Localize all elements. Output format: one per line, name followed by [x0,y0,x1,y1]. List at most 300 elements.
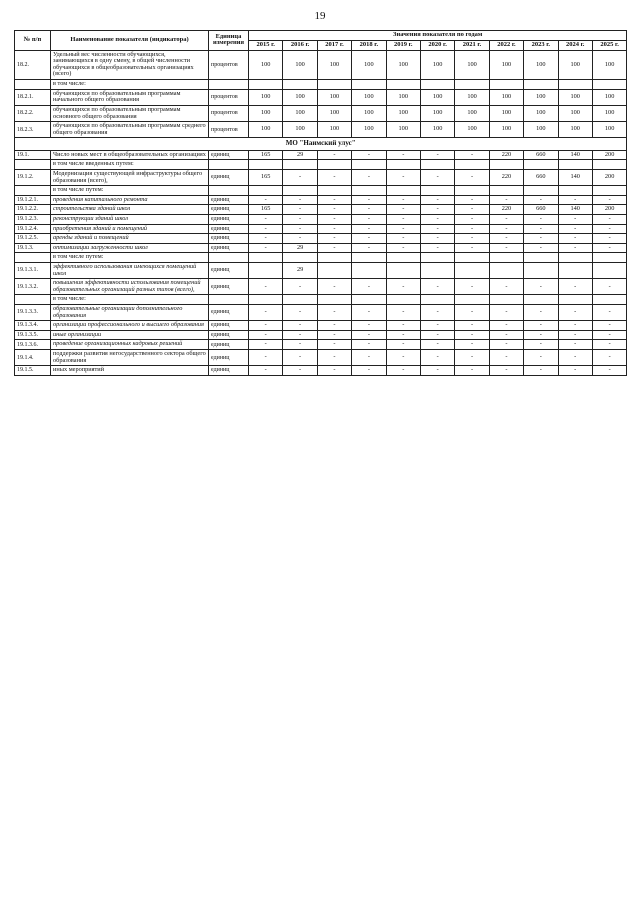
year-value: - [592,366,626,376]
year-value: 660 [524,150,558,160]
unit-of-measure: единиц [209,366,249,376]
year-value [592,186,626,196]
year-value: 660 [524,205,558,215]
year-value: - [317,340,351,350]
year-value: - [386,330,420,340]
row-number: 18.2.1. [15,89,51,105]
year-value: - [455,340,489,350]
table-row [15,214,627,224]
unit-of-measure: процентов [209,122,249,138]
unit-of-measure: единиц [209,305,249,321]
year-value: - [455,234,489,244]
year-value: - [386,279,420,295]
indicator-name: Число новых мест в общеобразовательных организациях [51,150,209,160]
year-value [420,186,454,196]
year-value [352,295,386,305]
indicator-name: иных мероприятий [51,366,209,376]
year-value: 100 [317,50,351,79]
year-value: - [524,234,558,244]
table-row [15,279,627,295]
indicator-name: в том числе путем: [51,186,209,196]
year-value: - [524,224,558,234]
year-value: - [352,234,386,244]
year-value [386,80,420,90]
year-value: - [420,330,454,340]
table-row [15,366,627,376]
year-value: - [592,224,626,234]
year-value: - [317,321,351,331]
year-value: - [455,305,489,321]
year-value [592,80,626,90]
year-value: 29 [283,150,317,160]
year-value: 140 [558,205,592,215]
year-header: 2016 г. [283,40,317,50]
year-value [317,160,351,170]
year-value: 100 [352,105,386,121]
year-value [489,160,523,170]
unit-of-measure [209,186,249,196]
year-value: - [352,195,386,205]
indicator-table [14,30,627,376]
year-value [592,262,626,278]
unit-of-measure [209,160,249,170]
year-value [386,295,420,305]
year-value: - [420,305,454,321]
unit-of-measure: процентов [209,89,249,105]
year-value: 100 [386,50,420,79]
table-row [15,150,627,160]
indicator-name: поддержки развития негосударственного сектора общего образования [51,350,209,366]
unit-of-measure: единиц [209,150,249,160]
year-value: 100 [489,105,523,121]
unit-of-measure: единиц [209,279,249,295]
year-value: - [386,340,420,350]
year-value [386,262,420,278]
year-value: - [352,350,386,366]
year-value: 100 [317,122,351,138]
year-value: - [352,279,386,295]
year-value: 100 [558,122,592,138]
year-value [558,80,592,90]
row-number [15,253,51,263]
year-value: - [386,321,420,331]
year-value: - [283,305,317,321]
year-value: - [524,366,558,376]
year-value: 100 [249,50,283,79]
row-number [15,80,51,90]
row-number: 19.1.3.4. [15,321,51,331]
year-value: - [317,330,351,340]
year-value: - [386,224,420,234]
year-value [558,262,592,278]
year-value [249,262,283,278]
year-value [317,262,351,278]
year-value: 100 [489,89,523,105]
year-value [283,295,317,305]
year-value: - [524,279,558,295]
year-value [489,295,523,305]
row-number [15,186,51,196]
year-value [317,80,351,90]
year-value: - [352,321,386,331]
year-value: - [455,366,489,376]
year-value: - [455,169,489,185]
row-number: 18.2.2. [15,105,51,121]
year-value [558,160,592,170]
year-value: 100 [420,122,454,138]
table-row [15,186,627,196]
year-value: - [283,366,317,376]
year-value [283,186,317,196]
year-value: - [420,350,454,366]
year-value: - [283,224,317,234]
unit-of-measure: процентов [209,50,249,79]
year-value: - [352,214,386,224]
indicator-name: оптимизации загруженности школ [51,243,209,253]
year-value: - [489,321,523,331]
year-value: - [249,214,283,224]
table-row [15,234,627,244]
year-header: 2019 г. [386,40,420,50]
row-number: 19.1.3.2. [15,279,51,295]
year-value: 100 [283,122,317,138]
row-number: 18.2. [15,50,51,79]
table-row [15,295,627,305]
indicator-name: проведения капитального ремонта [51,195,209,205]
column-header-name: Наименование показателя (индикатора) [51,31,209,51]
year-value: - [455,205,489,215]
year-value: 100 [592,89,626,105]
year-value [420,295,454,305]
section-row [15,138,627,150]
year-value: 100 [386,105,420,121]
row-number: 19.1. [15,150,51,160]
unit-of-measure: единиц [209,321,249,331]
year-value: - [352,150,386,160]
year-value: - [420,321,454,331]
year-value: 100 [352,89,386,105]
year-header: 2017 г. [317,40,351,50]
year-value: - [283,234,317,244]
year-value: - [558,234,592,244]
indicator-name: реконструкции зданий школ [51,214,209,224]
year-value: 165 [249,169,283,185]
year-header: 2024 г. [558,40,592,50]
year-value [249,253,283,263]
year-value [352,253,386,263]
year-value: - [283,350,317,366]
year-value [317,186,351,196]
indicator-name: Модернизация существующей инфраструктуры общего образования (всего), [51,169,209,185]
year-value [558,253,592,263]
indicator-name: в том числе: [51,295,209,305]
year-value: 100 [283,50,317,79]
year-value: 165 [249,150,283,160]
year-value: - [592,243,626,253]
year-value: - [386,234,420,244]
year-value [455,160,489,170]
indicator-name: организации профессионального и высшего образования [51,321,209,331]
year-value: - [386,243,420,253]
row-number: 19.1.2.2. [15,205,51,215]
year-value: - [249,350,283,366]
page-number: 19 [314,10,326,22]
year-value: - [317,350,351,366]
row-number: 19.1.3.3. [15,305,51,321]
row-number [15,295,51,305]
year-value: 165 [249,205,283,215]
indicator-table-wrapper [14,30,626,376]
year-value [352,262,386,278]
year-value [317,253,351,263]
year-value [489,262,523,278]
year-value: 200 [592,169,626,185]
year-header: 2023 г. [524,40,558,50]
year-value: 220 [489,150,523,160]
unit-of-measure: единиц [209,205,249,215]
year-value: - [386,214,420,224]
year-value: 100 [317,89,351,105]
year-value: 100 [489,50,523,79]
year-value: - [558,243,592,253]
year-value: - [283,214,317,224]
year-value [489,253,523,263]
year-value [592,160,626,170]
year-value: - [386,169,420,185]
table-row [15,253,627,263]
year-value: - [420,243,454,253]
column-header-values-group: Значения показателя по годам [249,31,627,41]
year-value: 100 [455,50,489,79]
year-value [420,80,454,90]
unit-of-measure [209,80,249,90]
year-value: - [317,234,351,244]
year-value: 100 [524,122,558,138]
year-value: - [317,195,351,205]
year-value: - [558,305,592,321]
year-value: 100 [283,89,317,105]
year-value: 100 [558,105,592,121]
table-row [15,122,627,138]
year-value: 100 [455,122,489,138]
year-value [249,295,283,305]
indicator-name: проведение организационных кадровых решений [51,340,209,350]
year-value: - [592,214,626,224]
year-value: 100 [283,105,317,121]
year-value: - [283,169,317,185]
year-value: - [524,243,558,253]
year-value [558,295,592,305]
year-value: - [489,224,523,234]
table-row [15,89,627,105]
year-value: - [283,340,317,350]
table-row [15,205,627,215]
year-value [420,160,454,170]
year-value [455,253,489,263]
year-value: - [524,214,558,224]
year-value [455,186,489,196]
year-value: 200 [592,150,626,160]
table-row [15,50,627,79]
year-value: 100 [249,89,283,105]
unit-of-measure [209,253,249,263]
year-value: - [420,366,454,376]
year-value: - [317,243,351,253]
year-value: - [283,279,317,295]
year-value [386,186,420,196]
year-value [524,295,558,305]
year-value: - [420,169,454,185]
year-value: - [317,366,351,376]
year-value: - [386,350,420,366]
year-value: - [283,330,317,340]
year-value: - [386,150,420,160]
year-value [455,80,489,90]
year-value [489,80,523,90]
year-value [592,253,626,263]
year-value: - [455,321,489,331]
year-value: - [249,366,283,376]
year-value: - [249,340,283,350]
year-value: - [283,195,317,205]
unit-of-measure: единиц [209,234,249,244]
year-value: - [489,195,523,205]
year-value [283,253,317,263]
indicator-name: обучающихся по образовательным программам среднего общего образования [51,122,209,138]
year-value: - [558,195,592,205]
year-value: - [386,366,420,376]
year-value: - [317,224,351,234]
year-value: - [524,321,558,331]
year-value: - [489,366,523,376]
row-number: 19.1.2.3. [15,214,51,224]
table-row [15,80,627,90]
year-value: 100 [455,105,489,121]
year-value: - [386,195,420,205]
table-row [15,305,627,321]
year-header: 2020 г. [420,40,454,50]
row-number: 18.2.3. [15,122,51,138]
year-value: - [317,305,351,321]
year-value [249,160,283,170]
year-value: 100 [386,89,420,105]
year-value: 100 [524,50,558,79]
year-value: - [420,150,454,160]
year-value: - [249,305,283,321]
year-value: 140 [558,150,592,160]
year-value: - [420,234,454,244]
indicator-name: в том числе: [51,80,209,90]
year-value: - [592,340,626,350]
year-value [524,160,558,170]
year-value: - [386,305,420,321]
section-title: МО "Наимский улус" [15,138,627,150]
unit-of-measure: единиц [209,195,249,205]
year-value: - [592,305,626,321]
year-value [489,186,523,196]
row-number: 19.1.3.5. [15,330,51,340]
table-row [15,350,627,366]
unit-of-measure: единиц [209,224,249,234]
year-value: - [249,321,283,331]
year-value: - [420,224,454,234]
year-value: 220 [489,205,523,215]
year-value: 100 [489,122,523,138]
table-row [15,105,627,121]
indicator-name: приобретения зданий и помещений [51,224,209,234]
row-number: 19.1.3. [15,243,51,253]
indicator-name: в том числе введенных путем: [51,160,209,170]
year-value: - [524,305,558,321]
year-value: - [489,214,523,224]
year-value: - [592,234,626,244]
year-value: - [249,279,283,295]
year-value: 100 [420,89,454,105]
year-value: - [592,195,626,205]
year-value: - [249,234,283,244]
year-value: 100 [420,50,454,79]
year-value: - [558,224,592,234]
year-value [592,295,626,305]
unit-of-measure: единиц [209,169,249,185]
indicator-name: образовательные организации дополнительного образования [51,305,209,321]
year-value [420,253,454,263]
year-header: 2018 г. [352,40,386,50]
year-value [386,160,420,170]
row-number: 19.1.2.1. [15,195,51,205]
year-value: - [352,366,386,376]
year-value: - [352,224,386,234]
year-value [352,80,386,90]
year-value: 220 [489,169,523,185]
indicator-name: обучающихся по образовательным программам начального общего образования [51,89,209,105]
row-number: 19.1.2.4. [15,224,51,234]
year-header: 2015 г. [249,40,283,50]
year-value: - [455,279,489,295]
year-value: - [352,340,386,350]
table-row [15,321,627,331]
table-row [15,195,627,205]
year-value [455,295,489,305]
year-value: - [420,340,454,350]
year-value: - [317,279,351,295]
year-value: 29 [283,243,317,253]
row-number: 19.1.3.1. [15,262,51,278]
year-value: - [455,224,489,234]
year-value: - [455,150,489,160]
unit-of-measure: единиц [209,350,249,366]
year-value: - [489,340,523,350]
year-value: - [317,214,351,224]
row-number: 19.1.4. [15,350,51,366]
year-value: - [489,243,523,253]
year-value: - [524,195,558,205]
year-value [524,253,558,263]
year-value: - [352,205,386,215]
year-value: - [455,243,489,253]
table-row [15,340,627,350]
year-value: 660 [524,169,558,185]
year-value: - [420,205,454,215]
year-value: - [352,305,386,321]
year-value: - [386,205,420,215]
year-value [386,253,420,263]
year-value: - [455,214,489,224]
row-number [15,160,51,170]
year-value: 100 [420,105,454,121]
year-value: - [558,279,592,295]
year-value: - [592,330,626,340]
